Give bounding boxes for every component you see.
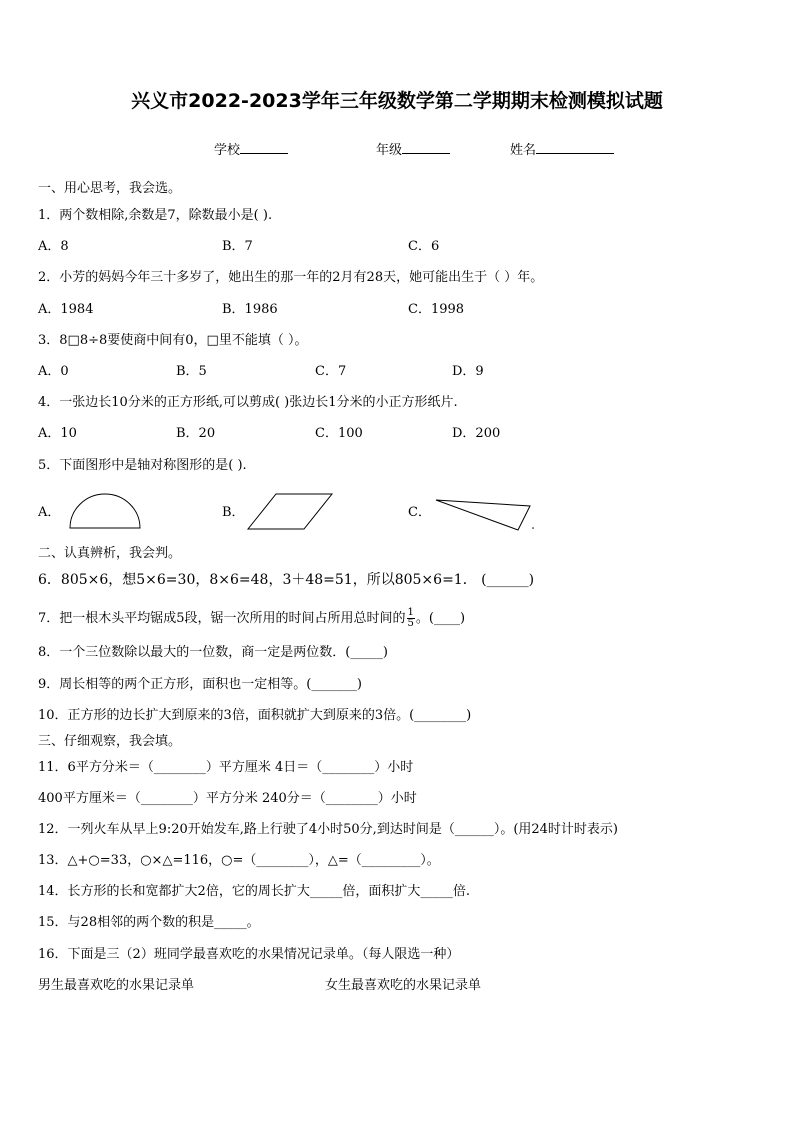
q1-option-b: B．7	[222, 239, 253, 254]
grade-blank	[402, 141, 450, 154]
semicircle-shape	[68, 492, 142, 530]
section-3-heading: 三、仔细观察，我会填。	[38, 734, 182, 749]
boys-table-title: 男生最喜欢吃的水果记录单	[38, 978, 195, 993]
name-label: 姓名	[510, 143, 537, 158]
q5-option-a: A．	[38, 505, 61, 520]
q5-option-c: C．	[408, 505, 431, 520]
q3-option-b: B．5	[176, 364, 207, 379]
fraction-numerator: 1	[407, 607, 414, 618]
q2-option-b: B．1986	[222, 302, 278, 317]
q3-option-c: C．7	[315, 364, 347, 379]
q2-option-a: A．1984	[38, 302, 94, 317]
question-14: 14．长方形的长和宽都扩大2倍，它的周长扩大_____倍，面积扩大_____倍.	[38, 884, 470, 899]
question-16: 16．下面是三（2）班同学最喜欢吃的水果情况记录单。（每人限选一种）	[38, 947, 460, 962]
q2-option-c: C．1998	[408, 302, 465, 317]
school-field	[214, 139, 288, 158]
question-10: 10．正方形的边长扩大到原来的3倍，面积就扩大到原来的3倍。(________)	[38, 708, 472, 723]
question-7	[38, 608, 465, 629]
question-15: 15．与28相邻的两个数的积是_____。	[38, 915, 260, 930]
q1-option-c: C．6	[408, 239, 440, 254]
grade-label: 年级	[376, 143, 403, 158]
question-12: 12．一列火车从早上9:20开始发车,路上行驶了4小时50分,到达时间是（______）。(用24时计时表示)	[38, 822, 618, 837]
q4-option-c: C．100	[315, 426, 363, 441]
q1-option-a: A．8	[38, 239, 69, 254]
question-8: 8．一个三位数除以最大的一位数，商一定是两位数．(_____)	[38, 645, 388, 660]
section-2-heading: 二、认真辨析，我会判。	[38, 546, 182, 561]
question-3: 3．8□8÷8要使商中间有0，□里不能填（ ）。	[38, 333, 308, 348]
name-field	[510, 139, 614, 158]
fraction-denominator: 5	[407, 618, 414, 629]
q3-option-d: D．9	[452, 364, 484, 379]
q5-option-b: B．	[222, 505, 245, 520]
question-9: 9．周长相等的两个正方形，面积也一定相等。(_______)	[38, 677, 362, 692]
q4-option-a: A．10	[38, 426, 77, 441]
fraction-one-fifth	[407, 608, 415, 629]
question-11-line-2: 400平方厘米＝（________）平方分米 240分＝（________）小时	[38, 791, 417, 806]
q7-answer-blank: 。(____)	[415, 611, 466, 626]
triangle-shape	[434, 496, 538, 532]
question-13: 13．△+○=33，○×△=116，○=（________），△=（_________）。	[38, 853, 440, 868]
name-blank	[536, 141, 614, 154]
q4-option-b: B．20	[176, 426, 216, 441]
q4-option-d: D．200	[452, 426, 501, 441]
grade-field	[376, 139, 450, 158]
school-label: 学校	[214, 143, 241, 158]
school-blank	[240, 141, 288, 154]
question-2: 2．小芳的妈妈今年三十多岁了，她出生的那一年的2月有28天，她可能出生于（ ）年。	[38, 270, 544, 285]
section-1-heading: 一、用心思考，我会选。	[38, 181, 182, 196]
question-4: 4．一张边长10分米的正方形纸,可以剪成( )张边长1分米的小正方形纸片.	[38, 395, 458, 410]
question-1: 1．两个数相除,余数是7，除数最小是( ).	[38, 208, 273, 223]
page-title: 兴义市2022-2023学年三年级数学第二学期期末检测模拟试题	[131, 90, 663, 112]
question-6: 6．805×6，想5×6=30，8×6=48，3＋48=51，所以805×6=1． (______)	[38, 572, 535, 588]
question-11-line-1: 11．6平方分米＝（________）平方厘米 4日＝（________）小时	[38, 760, 414, 775]
q7-text: 7．把一根木头平均锯成5段，锯一次所用的时间占所用总时间的	[38, 611, 406, 626]
girls-table-title: 女生最喜欢吃的水果记录单	[325, 978, 482, 993]
question-5: 5．下面图形中是轴对称图形的是( ).	[38, 458, 247, 473]
parallelogram-shape	[246, 492, 334, 532]
q3-option-a: A．0	[38, 364, 69, 379]
